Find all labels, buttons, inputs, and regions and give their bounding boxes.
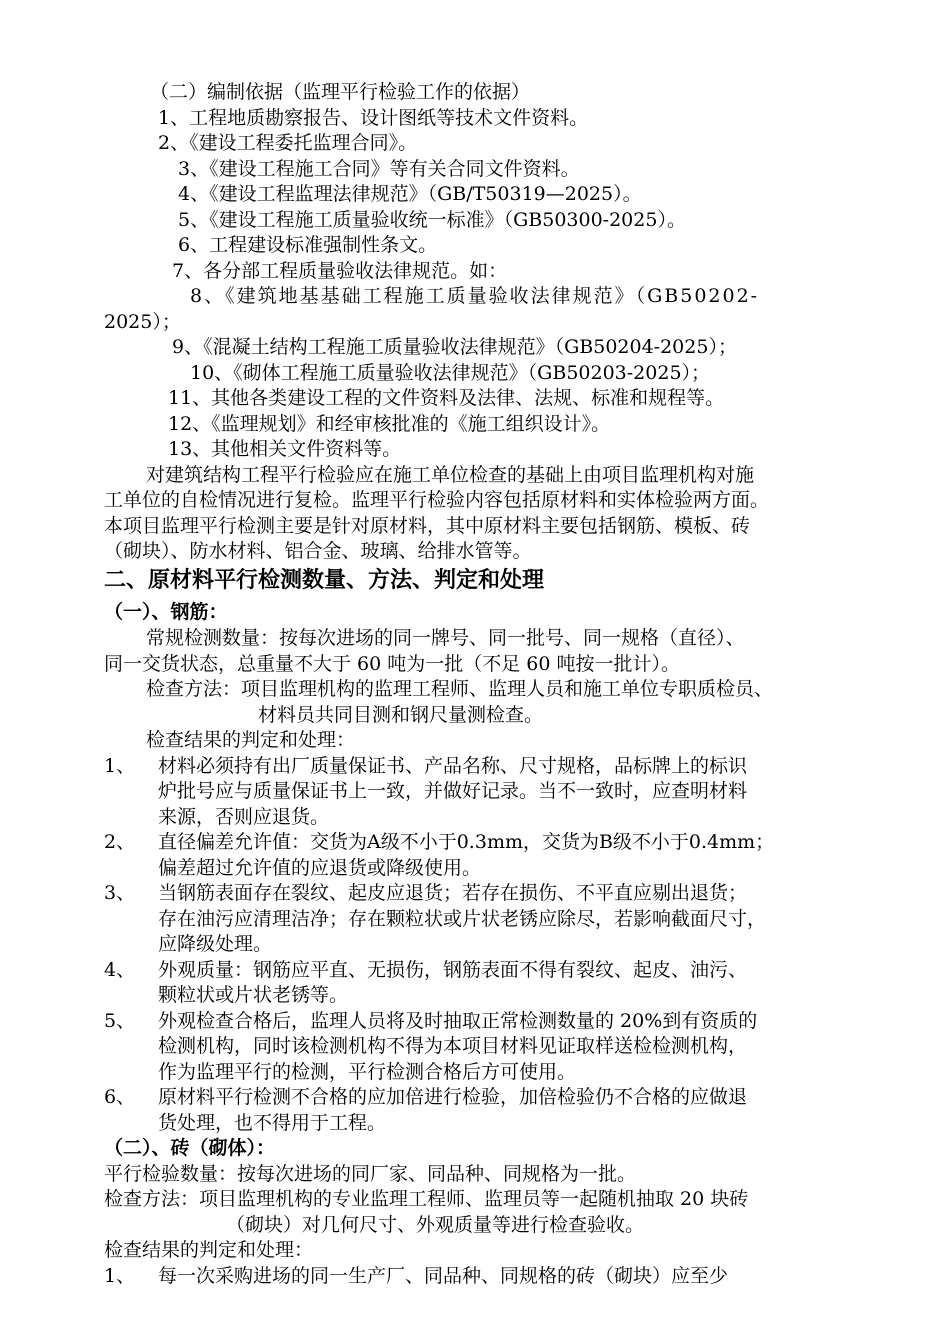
basis-item: 1、工程地质勘察报告、设计图纸等技术文件资料。 bbox=[158, 107, 589, 129]
result-line: 检测机构，同时该检测机构不得为本项目材料见证取样送检检测机构， bbox=[158, 1035, 748, 1057]
steel-method-line: 材料员共同目测和钢尺量测检查。 bbox=[258, 704, 544, 726]
steel-method-line: 检查方法：项目监理机构的监理工程师、监理人员和施工单位专职质检员、 bbox=[146, 678, 774, 700]
steel-result-heading: 检查结果的判定和处理： bbox=[146, 729, 356, 751]
result-line: 外观质量：钢筋应平直、无损伤，钢筋表面不得有裂纹、起皮、油污、 bbox=[158, 959, 748, 981]
basis-paragraph-line: 工单位的自检情况进行复检。监理平行检验内容包括原材料和实体检验两方面。 bbox=[104, 489, 770, 511]
result-line: 颗粒状或片状老锈等。 bbox=[158, 984, 349, 1006]
result-line: 炉批号应与质量保证书上一致，并做好记录。当不一致时，应查明材料 bbox=[158, 780, 748, 802]
steel-qty-line: 同一交货状态，总重量不大于 60 吨为一批（不足 60 吨按一批计）。 bbox=[104, 653, 681, 675]
brick-method-line: （砌块）对几何尺寸、外观质量等进行检查验收。 bbox=[226, 1214, 645, 1236]
steel-qty-line: 常规检测数量：按每次进场的同一牌号、同一批号、同一规格（直径）、 bbox=[146, 627, 745, 649]
steel-heading: （一）、钢筋： bbox=[104, 601, 228, 623]
result-line: 原材料平行检测不合格的应加倍进行检验，加倍检验仍不合格的应做退 bbox=[158, 1086, 748, 1108]
result-line: 货处理，也不得用于工程。 bbox=[158, 1112, 387, 1134]
result-line: 作为监理平行的检测，平行检测合格后方可使用。 bbox=[158, 1061, 577, 1083]
basis-item: 11、其他各类建设工程的文件资料及法律、法规、标准和规程等。 bbox=[168, 387, 725, 409]
result-line: 材料必须持有出厂质量保证书、产品名称、尺寸规格，品标牌上的标识 bbox=[158, 755, 748, 777]
result-number: 2、 bbox=[104, 831, 136, 853]
basis-paragraph-line: 本项目监理平行检测主要是针对原材料，其中原材料主要包括钢筋、模板、砖 bbox=[104, 515, 751, 537]
brick-heading: （二）、砖（砌体）： bbox=[104, 1137, 276, 1159]
basis-item: 12、《监理规划》和经审核批准的《施工组织设计》。 bbox=[168, 413, 611, 435]
basis-item-continued: 2025）； bbox=[104, 311, 181, 333]
brick-result-heading: 检查结果的判定和处理： bbox=[104, 1239, 314, 1261]
result-line: 直径偏差允许值：交货为A级不小于0.3mm，交货为B级不小于0.4mm； bbox=[158, 831, 775, 853]
basis-item: 2、《建设工程委托监理合同》。 bbox=[158, 132, 418, 154]
brick-method-line: 检查方法：项目监理机构的专业监理工程师、监理员等一起随机抽取 20 块砖 bbox=[104, 1188, 749, 1210]
basis-item: 7、各分部工程质量验收法律规范。如： bbox=[172, 260, 508, 282]
basis-item: 9、《混凝土结构工程施工质量验收法律规范》（GB50204-2025）； bbox=[172, 336, 737, 358]
result-line: 应降级处理。 bbox=[158, 933, 273, 955]
basis-item: 8、《建筑地基基础工程施工质量验收法律规范》（GB50202- bbox=[190, 285, 760, 307]
result-number: 4、 bbox=[104, 959, 136, 981]
basis-item: 10、《砌体工程施工质量验收法律规范》（GB50203-2025）； bbox=[190, 362, 711, 384]
result-line: 来源，否则应退货。 bbox=[158, 806, 330, 828]
basis-item: 6、工程建设标准强制性条文。 bbox=[178, 234, 438, 256]
basis-item: 3、《建设工程施工合同》等有关合同文件资料。 bbox=[178, 158, 580, 180]
section-title: 二、原材料平行检测数量、方法、判定和处理 bbox=[104, 567, 545, 593]
result-line: 外观检查合格后，监理人员将及时抽取正常检测数量的 20%到有资质的 bbox=[158, 1010, 758, 1032]
basis-item: 13、其他相关文件资料等。 bbox=[168, 438, 402, 460]
brick-qty: 平行检验数量：按每次进场的同厂家、同品种、同规格为一批。 bbox=[104, 1163, 637, 1185]
basis-heading: （二）编制依据（监理平行检验工作的依据） bbox=[150, 81, 531, 103]
result-line: 每一次采购进场的同一生产厂、同品种、同规格的砖（砌块）应至少 bbox=[158, 1265, 729, 1287]
result-number: 1、 bbox=[104, 1265, 136, 1287]
result-line: 偏差超过允许值的应退货或降级使用。 bbox=[158, 857, 482, 879]
result-number: 1、 bbox=[104, 755, 136, 777]
basis-item: 5、《建设工程施工质量验收统一标准》（GB50300-2025）。 bbox=[178, 209, 686, 231]
result-line: 存在油污应清理洁净；存在颗粒状或片状老锈应除尽，若影响截面尺寸， bbox=[158, 908, 767, 930]
result-number: 6、 bbox=[104, 1086, 136, 1108]
basis-paragraph-line: 对建筑结构工程平行检验应在施工单位检查的基础上由项目监理机构对施 bbox=[146, 464, 755, 486]
result-line: 当钢筋表面存在裂纹、起皮应退货；若存在损伤、不平直应剔出退货； bbox=[158, 882, 748, 904]
basis-item: 4、《建设工程监理法律规范》（GB/T50319—2025）。 bbox=[178, 183, 642, 205]
result-number: 5、 bbox=[104, 1010, 136, 1032]
basis-paragraph-line: （砌块）、防水材料、铝合金、玻璃、给排水管等。 bbox=[104, 540, 532, 562]
result-number: 3、 bbox=[104, 882, 136, 904]
